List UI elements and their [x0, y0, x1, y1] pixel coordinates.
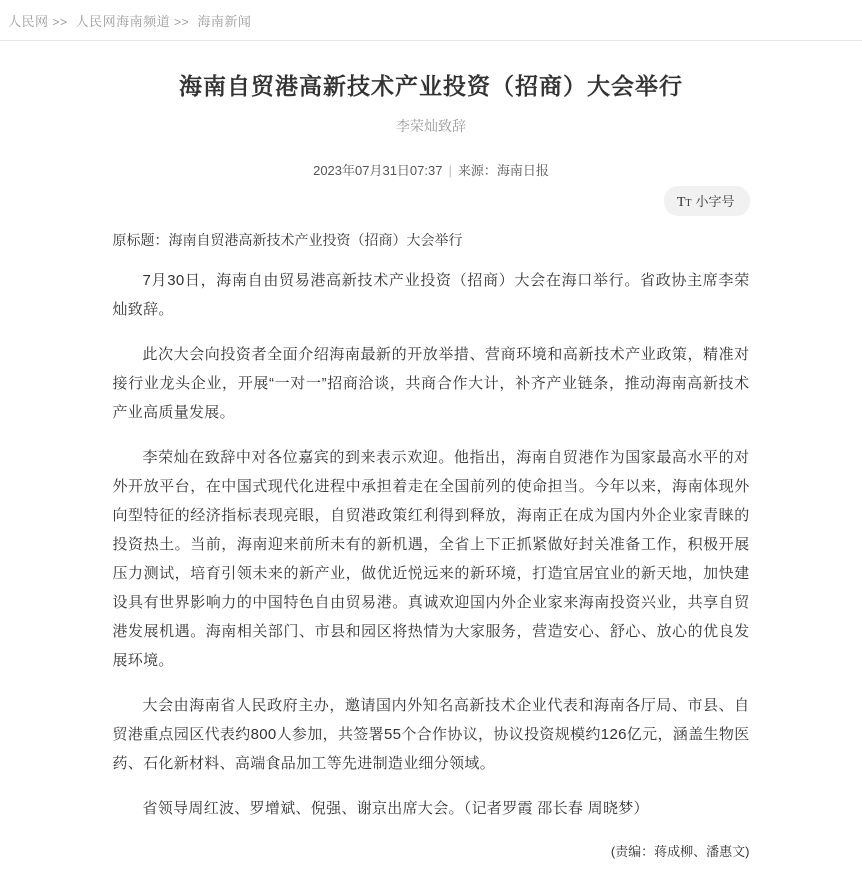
- paragraph: 7月30日，海南自由贸易港高新技术产业投资（招商）大会在海口举行。省政协主席李荣灿致辞。: [112, 272, 750, 318]
- breadcrumb-link-peoples-daily[interactable]: 人民网: [8, 14, 49, 29]
- original-title-label: 原标题：: [112, 232, 169, 248]
- article-toolbar: [113, 186, 750, 216]
- article-subtitle: 李荣灿致辞: [396, 118, 466, 134]
- article: [113, 68, 750, 882]
- publish-date: 2023年07月31日07:37: [313, 163, 443, 178]
- paragraph: 此次大会向投资者全面介绍海南最新的开放举措、营商环境和高新技术产业政策，精准对接行业龙头企业，开展“一对一”招商洽谈，共商合作大计，补齐产业链条，推动海南高新技术产业高质量发展。: [112, 346, 750, 421]
- breadcrumb-separator: >>: [52, 15, 68, 29]
- breadcrumb-link-hainan-channel[interactable]: 人民网海南频道: [75, 14, 171, 29]
- source-label: 来源：: [457, 163, 497, 178]
- article-title: 海南自贸港高新技术产业投资（招商）大会举行: [179, 73, 683, 99]
- paragraph: 李荣灿在致辞中对各位嘉宾的到来表示欢迎。他指出，海南自贸港作为国家最高水平的对外开放平台，在中国式现代化进程中承担着走在全国前列的使命担当。今年以来，海南体现外向型特征的经济指标表现亮眼，自贸港政策红利得到释放，海南正在成为国内外企业家青睐的投资热土。当前，海南迎来前所未有的新机遇，全省上下正抓紧做好封关准备工作，积极开展压力测试，培育引领未来的新产业，做优近悦远来的新环境，打造宜居宜业的新天地，加快建设具有世界影响力的中国特色自由贸易港。真诚欢迎国内外企业家来海南投资兴业，共享自贸港发展机遇。海南相关部门、市县和园区将热情为大家服务，营造安心、舒心、放心的优良发展环境。: [112, 449, 750, 669]
- source-link[interactable]: 海南日报: [496, 163, 549, 178]
- original-title-text: 海南自贸港高新技术产业投资（招商）大会举行: [168, 232, 463, 248]
- font-size-icon: TT: [676, 195, 692, 210]
- font-size-label: 小字号: [695, 194, 735, 209]
- editor-note: (责编：蒋成柳、潘惠文): [610, 844, 750, 859]
- paragraph: 大会由海南省人民政府主办，邀请国内外知名高新技术企业代表和海南各厅局、市县、自贸港重点园区代表约800人参加，共签署55个合作协议，协议投资规模约126亿元，涵盖生物医药、石化新材料、高端食品加工等先进制造业细分领域。: [112, 697, 750, 772]
- original-title: [113, 230, 750, 250]
- breadcrumb-link-hainan-news[interactable]: 海南新闻: [197, 14, 252, 29]
- breadcrumb-separator: >>: [174, 15, 190, 29]
- article-body: [113, 266, 750, 823]
- breadcrumb: [0, 0, 862, 41]
- meta-separator: |: [448, 163, 452, 178]
- paragraph: 省领导周红波、罗增斌、倪强、谢京出席大会。（记者罗霞 邵长春 周晓梦）: [142, 800, 649, 817]
- article-meta: [113, 160, 750, 179]
- font-size-button[interactable]: [664, 186, 750, 216]
